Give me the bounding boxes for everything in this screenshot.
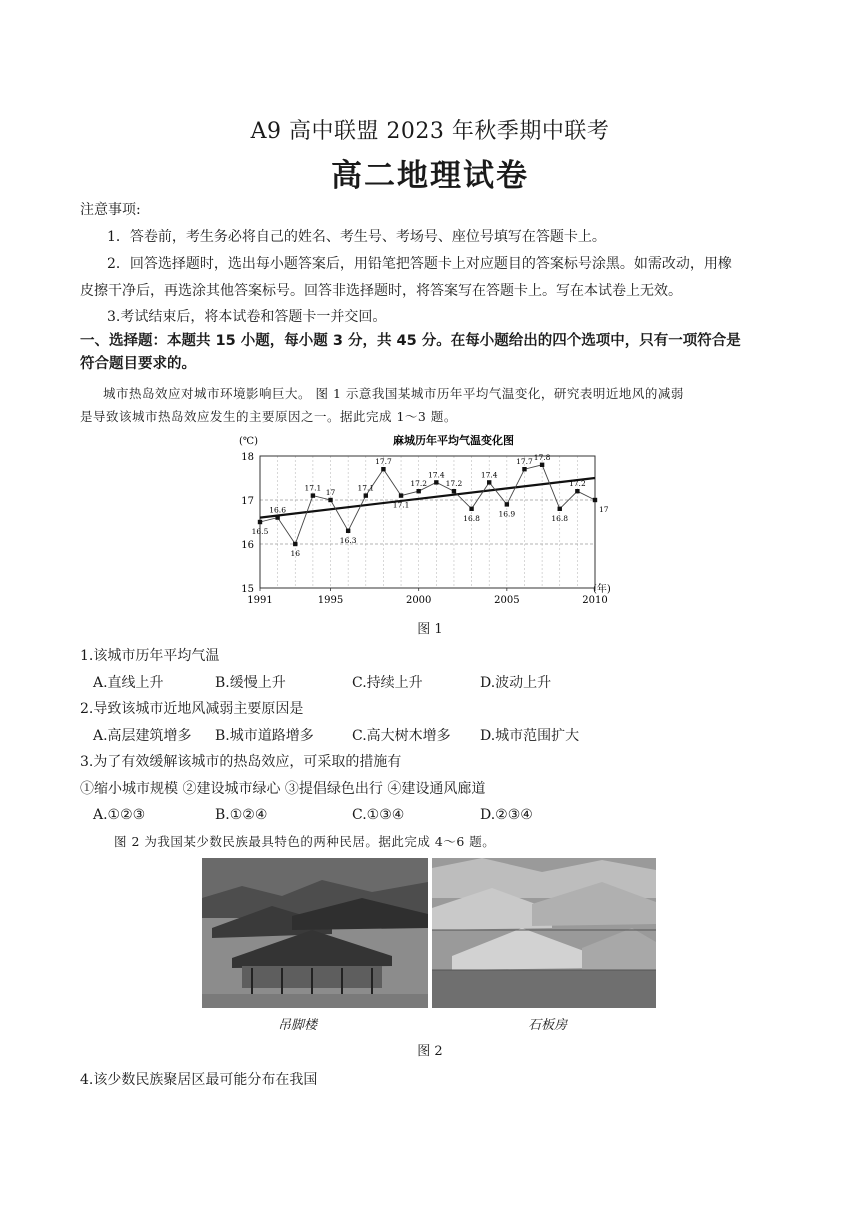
data-point bbox=[505, 502, 509, 506]
question-1-option-c[interactable]: C.持续上升 bbox=[352, 675, 423, 691]
data-point bbox=[434, 480, 438, 484]
intro-2: 图 2 为我国某少数民族最具特色的两种民居。据此完成 4～6 题。 bbox=[114, 834, 496, 849]
y-tick-label: 17 bbox=[241, 496, 254, 507]
question-1-option-a[interactable]: A.直线上升 bbox=[93, 675, 164, 691]
intro-1-line-1: 城市热岛效应对城市环境影响巨大。 图 1 示意我国某城市历年平均气温变化，研究表明近地风的减弱 bbox=[103, 386, 684, 401]
stilt-house-photo bbox=[202, 858, 428, 1008]
data-point bbox=[469, 507, 473, 511]
question-4-stem: 4.该少数民族聚居区最可能分布在我国 bbox=[80, 1072, 318, 1088]
data-point bbox=[364, 493, 368, 497]
question-3-option-d[interactable]: D.②③④ bbox=[480, 807, 533, 823]
question-3-option-c[interactable]: C.①③④ bbox=[352, 807, 405, 823]
question-1-stem: 1.该城市历年平均气温 bbox=[80, 648, 220, 664]
notice-item-2-line-2: 皮擦干净后，再选涂其他答案标号。回答非选择题时，将答案写在答题卡上。写在本试卷上无效。 bbox=[80, 283, 682, 299]
x-tick-label: 1995 bbox=[317, 595, 344, 606]
data-point bbox=[540, 463, 544, 467]
x-tick-label: 1991 bbox=[247, 595, 273, 606]
data-point bbox=[275, 515, 279, 519]
y-tick-label: 18 bbox=[241, 452, 254, 463]
y-tick-label: 15 bbox=[241, 584, 254, 595]
data-label: 17.1 bbox=[304, 483, 322, 493]
data-point bbox=[381, 467, 385, 471]
data-label: 17.1 bbox=[357, 483, 375, 493]
data-point bbox=[328, 498, 332, 502]
paper-title: 高二地理试卷 bbox=[331, 158, 529, 194]
data-point bbox=[311, 493, 315, 497]
data-label: 16.6 bbox=[269, 505, 286, 515]
y-axis-unit: (℃) bbox=[239, 436, 258, 447]
x-tick-label: 2005 bbox=[494, 595, 520, 606]
data-point bbox=[399, 493, 403, 497]
data-point bbox=[452, 489, 456, 493]
data-point bbox=[558, 507, 562, 511]
data-point bbox=[293, 542, 297, 546]
notice-item-3: 3.考试结束后，将本试卷和答题卡一并交回。 bbox=[107, 309, 387, 325]
notice-item-1: 1．答卷前，考生务必将自己的姓名、考生号、考场号、座位号填写在答题卡上。 bbox=[107, 229, 606, 245]
data-point bbox=[593, 498, 597, 502]
data-label: 17.1 bbox=[392, 500, 410, 510]
data-point bbox=[575, 489, 579, 493]
question-3-measures: ①缩小城市规模 ②建设城市绿心 ③提倡绿色出行 ④建设通风廊道 bbox=[80, 781, 486, 797]
figure-1-caption: 图 1 bbox=[417, 622, 443, 637]
data-label: 16.9 bbox=[498, 509, 516, 519]
exam-name: A9 高中联盟 2023 年秋季期中联考 bbox=[250, 119, 610, 144]
data-label: 17.7 bbox=[375, 457, 392, 467]
section-heading-line-2: 符合题目要求的。 bbox=[80, 356, 196, 372]
stone-slab-house-photo bbox=[432, 858, 656, 1008]
data-label: 17 bbox=[325, 488, 336, 497]
data-label: 16.8 bbox=[551, 513, 569, 523]
intro-1-line-2: 是导致该城市热岛效应发生的主要原因之一。据此完成 1～3 题。 bbox=[80, 409, 457, 424]
data-point bbox=[258, 520, 262, 524]
temperature-line-chart bbox=[225, 430, 625, 610]
data-label: 17.4 bbox=[427, 470, 445, 480]
question-2-option-d[interactable]: D.城市范围扩大 bbox=[480, 728, 580, 744]
question-2-option-c[interactable]: C.高大树木增多 bbox=[352, 728, 451, 744]
data-point bbox=[522, 467, 526, 471]
data-point bbox=[487, 480, 491, 484]
stone-slab-house-caption: 石板房 bbox=[528, 1018, 568, 1033]
question-1-option-d[interactable]: D.波动上升 bbox=[480, 675, 552, 691]
x-tick-label: 2010 bbox=[582, 595, 608, 606]
y-tick-label: 16 bbox=[241, 540, 254, 551]
notice-heading: 注意事项: bbox=[80, 202, 141, 218]
stilt-house-image bbox=[202, 858, 428, 1008]
question-1-option-b[interactable]: B.缓慢上升 bbox=[215, 675, 286, 691]
data-label: 17.7 bbox=[516, 457, 533, 467]
data-label: 16.8 bbox=[463, 513, 480, 523]
data-label: 17.4 bbox=[480, 470, 498, 480]
question-3-option-a[interactable]: A.①②③ bbox=[93, 807, 146, 823]
data-point bbox=[416, 489, 420, 493]
notice-item-2-line-1: 2．回答选择题时，选出每小题答案后，用铅笔把答题卡上对应题目的答案标号涂黑。如需改动，用橡 bbox=[107, 256, 732, 272]
figure-2-caption: 图 2 bbox=[417, 1044, 443, 1059]
data-label: 16.3 bbox=[339, 535, 357, 545]
question-3-stem: 3.为了有效缓解该城市的热岛效应，可采取的措施有 bbox=[80, 754, 402, 770]
question-2-option-a[interactable]: A.高层建筑增多 bbox=[93, 728, 192, 744]
question-3-option-b[interactable]: B.①②④ bbox=[215, 807, 268, 823]
chart-title: 麻城历年平均气温变化图 bbox=[393, 434, 514, 447]
x-axis-unit: (年) bbox=[593, 584, 611, 595]
data-label: 16 bbox=[290, 549, 301, 558]
section-heading-line-1: 一、选择题：本题共 15 小题，每小题 3 分，共 45 分。在每小题给出的四个选项中，只有一项符合是 bbox=[80, 333, 741, 349]
stilt-house-caption: 吊脚楼 bbox=[278, 1018, 318, 1033]
x-tick-label: 2000 bbox=[405, 595, 432, 606]
question-2-stem: 2.导致该城市近地风减弱主要原因是 bbox=[80, 701, 304, 717]
data-label: 17.2 bbox=[410, 479, 428, 489]
data-label: 17.2 bbox=[445, 479, 463, 489]
data-label: 16.5 bbox=[251, 527, 269, 536]
data-label: 17 bbox=[599, 505, 609, 514]
data-point bbox=[346, 529, 350, 533]
question-2-option-b[interactable]: B.城市道路增多 bbox=[215, 728, 314, 744]
stone-slab-house-image bbox=[432, 858, 656, 1008]
data-label: 17.2 bbox=[569, 479, 586, 489]
data-label: 17.8 bbox=[533, 452, 551, 462]
